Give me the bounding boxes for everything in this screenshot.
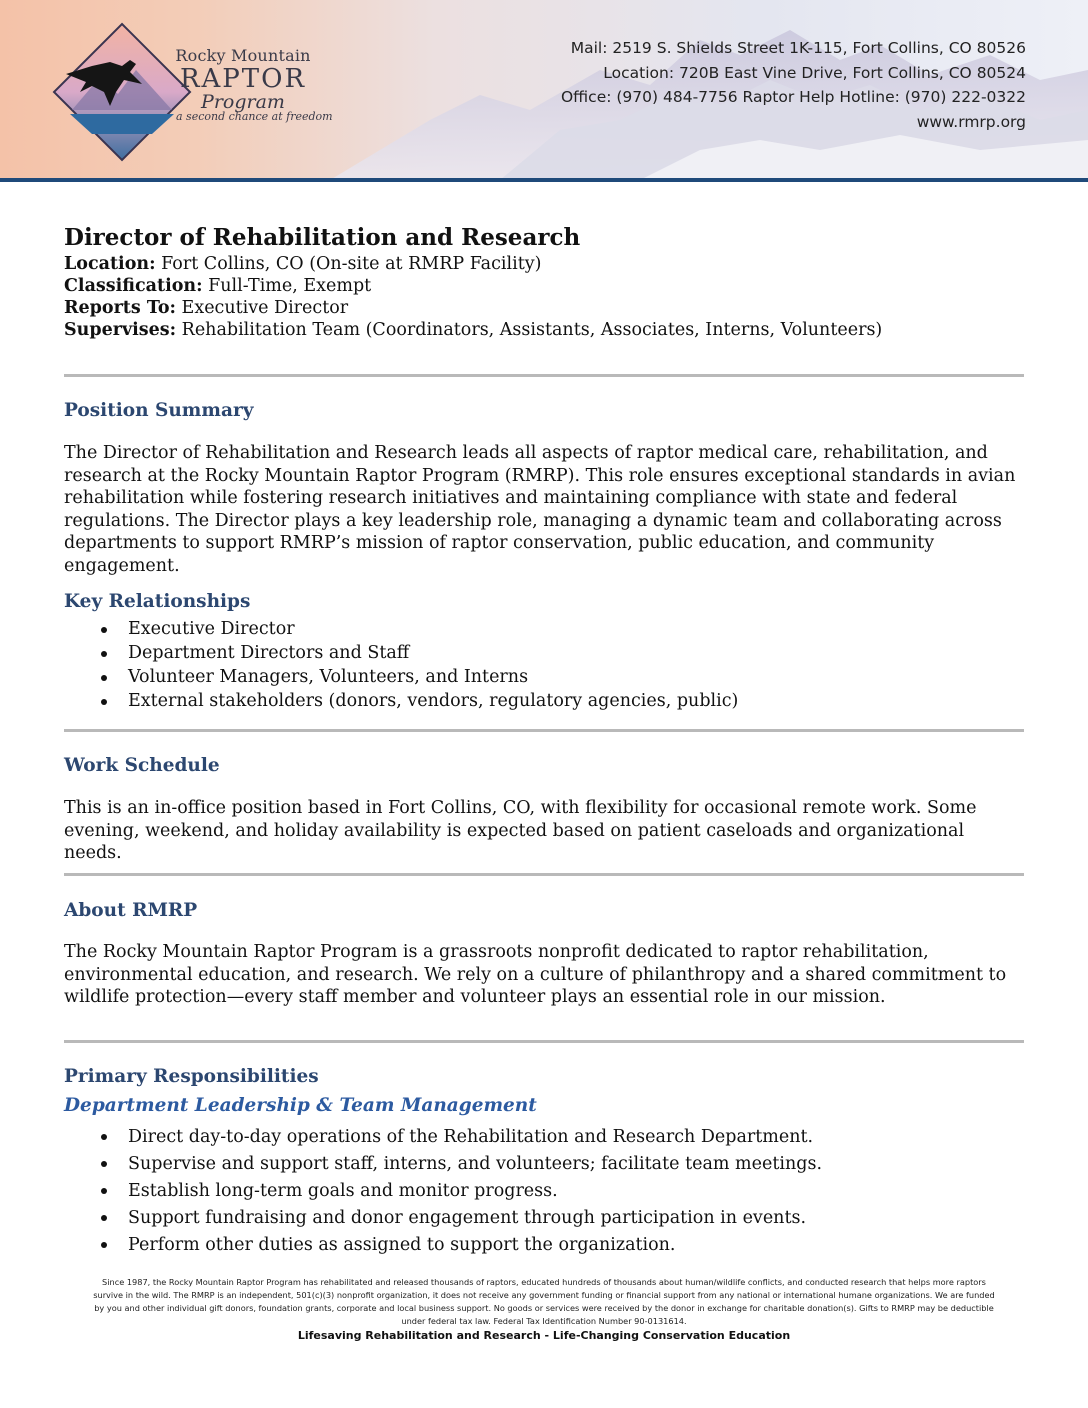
list-item: Support fundraising and donor engagement through participation in events.: [64, 1205, 822, 1232]
footer-line: under federal tax law. Federal Tax Identification Number 90-0131614.: [401, 1316, 687, 1326]
header-divider: [0, 178, 1088, 182]
list-item: Volunteer Managers, Volunteers, and Interns: [64, 665, 738, 689]
org-name-line2: RAPTOR: [179, 64, 307, 94]
footer-line: survive in the wild. The RMRP is an independent, 501(c)(3) nonprofit organization, it does not receive any government funding or financial support from any national or international humane organizations. We are funded: [93, 1290, 995, 1300]
list-item: Executive Director: [64, 617, 738, 641]
list-item: Department Directors and Staff: [64, 641, 738, 665]
about-text: The Rocky Mountain Raptor Program is a grassroots nonprofit dedicated to raptor rehabilitation, environmental education, and research. We rely on a culture of philanthropy and a shared commitment to wildlife protection—every staff member and volunteer plays an essential role in our mission.: [64, 942, 1007, 1007]
org-name: [168, 48, 318, 112]
website-link[interactable]: www.rmrp.org: [916, 112, 1026, 131]
footer-line: by you and other individual gift donors, foundation grants, corporate and local business support. No goods or services were received by the donor in exchange for charitable donation(s). Gifts to RMRP may be deductible: [94, 1303, 994, 1313]
section-divider: [64, 374, 1024, 377]
footer-line: Since 1987, the Rocky Mountain Raptor Program has rehabilitated and released thousands of raptors, educated hundreds of thousands about human/wildlife conflicts, and conducted research that helps more raptors: [102, 1277, 986, 1287]
mail-address: Mail: 2519 S. Shields Street 1K-115, Fort Collins, CO 80526: [570, 39, 1026, 57]
section-divider: [64, 729, 1024, 732]
position-summary-heading: Position Summary: [64, 400, 254, 421]
footer-tagline: Lifesaving Rehabilitation and Research - Life-Changing Conservation Education: [297, 1329, 791, 1342]
phone-numbers: Office: (970) 484-7756 Raptor Help Hotline: (970) 222-0322: [560, 88, 1026, 106]
meta-reports-to: Reports To: Executive Director: [64, 298, 349, 318]
job-meta: [64, 253, 882, 341]
list-item: External stakeholders (donors, vendors, regulatory agencies, public): [64, 689, 738, 713]
header-banner: [0, 0, 1088, 180]
list-item: Supervise and support staff, interns, and volunteers; facilitate team meetings.: [64, 1151, 822, 1178]
list-item: Direct day-to-day operations of the Rehabilitation and Research Department.: [64, 1124, 822, 1151]
meta-classification: Classification: Full-Time, Exempt: [64, 276, 372, 296]
responsibilities-list: [64, 1124, 822, 1259]
meta-supervises: Supervises: Rehabilitation Team (Coordinators, Assistants, Associates, Interns, Volunteers): [64, 320, 883, 340]
job-title: Director of Rehabilitation and Research: [64, 224, 581, 251]
list-item: Establish long-term goals and monitor progress.: [64, 1178, 822, 1205]
key-relationships-list: [64, 617, 738, 713]
about-heading: About RMRP: [64, 900, 198, 921]
responsibilities-subheading: Department Leadership & Team Management: [64, 1095, 537, 1116]
contact-block: [561, 36, 1026, 134]
org-tagline: a second chance at freedom: [176, 110, 333, 123]
org-name-line1: Rocky Mountain: [175, 46, 311, 65]
section-divider: [64, 873, 1024, 876]
org-name-line3: Program: [201, 91, 285, 113]
work-schedule-heading: Work Schedule: [64, 755, 220, 776]
key-relationships-heading: Key Relationships: [64, 591, 251, 612]
meta-location: Location: Fort Collins, CO (On-site at RMRP Facility): [64, 254, 542, 274]
responsibilities-heading: Primary Responsibilities: [64, 1066, 319, 1087]
section-divider: [64, 1040, 1024, 1043]
position-summary-text: The Director of Rehabilitation and Research leads all aspects of raptor medical care, rehabilitation, and research at the Rocky Mountain Raptor Program (RMRP). This role ensures exceptional standards in avian rehabilitation while fostering research initiatives and maintaining compliance with state and federal regulations. The Director plays a key leadership role, managing a dynamic team and collaborating across departments to support RMRP’s mission of raptor conservation, public education, and community engagement.: [64, 443, 1016, 576]
list-item: Perform other duties as assigned to support the organization.: [64, 1232, 822, 1259]
footer-disclaimer: [60, 1276, 1028, 1328]
work-schedule-text: This is an in-office position based in Fort Collins, CO, with flexibility for occasional remote work. Some evening, weekend, and holiday availability is expected based on patient caseloads and organizational needs.: [64, 798, 977, 863]
location-address: Location: 720B East Vine Drive, Fort Collins, CO 80524: [603, 63, 1026, 82]
